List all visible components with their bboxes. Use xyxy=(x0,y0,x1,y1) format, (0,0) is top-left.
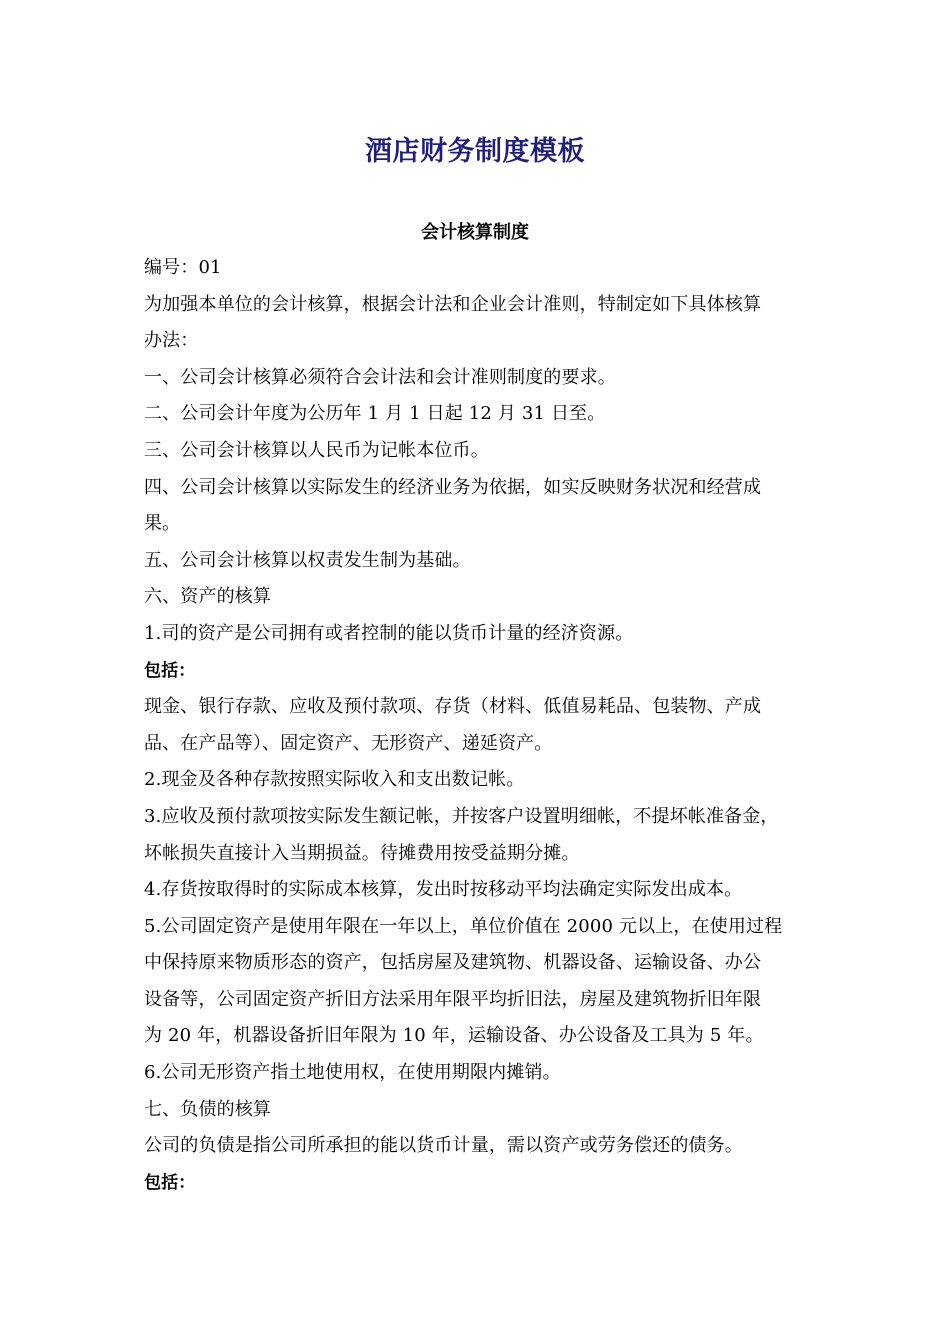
paragraph-line: 2.现金及各种存款按照实际收入和支出数记帐。 xyxy=(144,769,525,791)
paragraph-line: 设备等，公司固定资产折旧方法采用年限平均折旧法，房屋及建筑物折旧年限 xyxy=(144,988,762,1010)
clause-item: 二、公司会计年度为公历年 1 月 1 日起 12 月 31 日至。 xyxy=(144,403,606,425)
clause-item: 四、公司会计核算以实际发生的经济业务为依据，如实反映财务状况和经营成 xyxy=(144,476,762,498)
includes-label: 包括： xyxy=(144,1172,196,1193)
paragraph-line: 公司的负债是指公司所承担的能以货币计量，需以资产或劳务偿还的债务。 xyxy=(144,1135,743,1157)
includes-label: 包括： xyxy=(144,660,196,681)
document-body xyxy=(144,250,804,1201)
section-heading: 会计核算制度 xyxy=(421,222,529,243)
paragraph-line: 为加强本单位的会计核算，根据会计法和企业会计准则，特制定如下具体核算 xyxy=(144,293,762,315)
document-title: 酒店财务制度模板 xyxy=(365,136,585,167)
paragraph-line: 4.存货按取得时的实际成本核算，发出时按移动平均法确定实际发出成本。 xyxy=(144,879,743,901)
paragraph-line: 为 20 年，机器设备折旧年限为 10 年，运输设备、办公设备及工具为 5 年。 xyxy=(144,1025,764,1047)
paragraph-line: 6.公司无形资产指土地使用权，在使用期限内摊销。 xyxy=(144,1062,561,1084)
paragraph-line: 5.公司固定资产是使用年限在一年以上，单位价值在 2000 元以上，在使用过程 xyxy=(144,915,783,937)
paragraph-line: 1.司的资产是公司拥有或者控制的能以货币计量的经济资源。 xyxy=(144,622,634,644)
clause-item: 一、公司会计核算必须符合会计法和会计准则制度的要求。 xyxy=(144,366,616,388)
paragraph-line: 3.应收及预付款项按实际发生额记帐，并按客户设置明细帐，不提坏帐准备金， xyxy=(144,805,779,827)
paragraph-line: 品、在产品等）、固定资产、无形资产、递延资产。 xyxy=(144,732,553,754)
document-number: 编号：01 xyxy=(144,257,222,278)
clause-item: 五、公司会计核算以权责发生制为基础。 xyxy=(144,549,471,571)
paragraph-line: 中保持原来物质形态的资产，包括房屋及建筑物、机器设备、运输设备、办公 xyxy=(144,952,762,974)
paragraph-line: 现金、银行存款、应收及预付款项、存货（材料、低值易耗品、包装物、产成 xyxy=(144,696,762,718)
paragraph-line: 办法： xyxy=(144,330,199,352)
section-item: 六、资产的核算 xyxy=(144,586,272,608)
section-item: 七、负债的核算 xyxy=(144,1098,272,1120)
clause-item: 果。 xyxy=(144,513,181,535)
clause-item: 三、公司会计核算以人民币为记帐本位币。 xyxy=(144,439,489,461)
paragraph-line: 坏帐损失直接计入当期损益。待摊费用按受益期分摊。 xyxy=(144,842,580,864)
